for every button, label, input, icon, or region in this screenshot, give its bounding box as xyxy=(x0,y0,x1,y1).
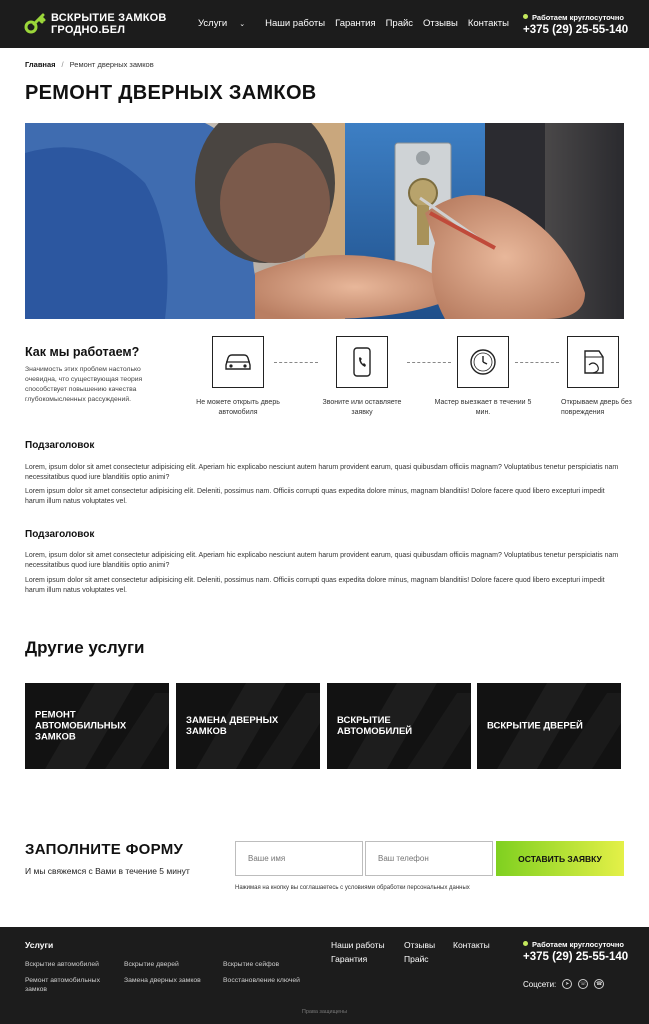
phone-input[interactable] xyxy=(365,841,493,876)
footer-nav-works[interactable]: Наши работы xyxy=(331,940,385,950)
footer-status: Работаем круглосуточно xyxy=(523,940,624,949)
service-card-title: ВСКРЫТИЕ АВТОМОБИЛЕЙ xyxy=(337,715,413,737)
logo-line-1: ВСКРЫТИЕ ЗАМКОВ xyxy=(51,12,167,24)
footer-social xyxy=(523,979,604,989)
step-4-box xyxy=(567,336,619,388)
service-card[interactable] xyxy=(327,683,471,769)
step-3-label: Мастер выезжает в течении 5 мин. xyxy=(434,399,532,416)
nav-item-works[interactable]: Наши работы xyxy=(265,18,326,29)
whatsapp-icon[interactable]: ☏ xyxy=(580,981,587,987)
key-logo-icon[interactable] xyxy=(24,12,46,34)
other-services-title: Другие услуги xyxy=(25,638,145,657)
step-2-label: Звоните или оставляете заявку xyxy=(322,399,402,416)
service-card-title: ВСКРЫТИЕ ДВЕРЕЙ xyxy=(487,720,583,732)
service-card-title: РЕМОНТ АВТОМОБИЛЬНЫХ ЗАМКОВ xyxy=(35,709,127,743)
footer-link[interactable]: Восстановление ключей xyxy=(223,977,300,984)
footer-link[interactable]: Замена дверных замков xyxy=(124,977,201,984)
footer-link[interactable]: Ремонт автомобильных замков xyxy=(25,977,100,993)
nav-item-price[interactable]: Прайс xyxy=(385,18,414,29)
step-connector xyxy=(407,362,451,363)
step-connector xyxy=(515,362,559,363)
form-subtitle: И мы свяжемся с Вами в течение 5 минут xyxy=(25,866,190,876)
nav-item-guarantee[interactable]: Гарантия xyxy=(335,18,376,29)
step-4-label: Открываем дверь без повреждения xyxy=(561,399,632,416)
section-2-paragraph-1: Lorem, ipsum dolor sit amet consectetur adipisicing elit. Aperiam hic explicabo nesciunt autem harum provident earum, quasi quibusdam officiis magnam? Voluptatibus tenetur perspiciatis nam necessitatibus quod iure blanditiis optio animi? xyxy=(25,552,619,569)
section-1-heading: Подзаголовок xyxy=(25,440,95,451)
viber-icon[interactable]: ☎ xyxy=(596,981,603,987)
footer-nav-contacts[interactable]: Контакты xyxy=(453,940,490,950)
breadcrumb-separator: / xyxy=(61,60,64,69)
nav-item-contacts[interactable]: Контакты xyxy=(467,18,509,29)
name-input[interactable] xyxy=(235,841,363,876)
site-header xyxy=(0,0,649,48)
header-status: Работаем круглосуточно xyxy=(523,13,624,22)
step-2-box xyxy=(336,336,388,388)
social-label: Соцсети: xyxy=(523,979,557,989)
consent-note: Нажимая на кнопку вы соглашаетесь с условиями обработки персональных данных xyxy=(235,885,470,891)
open-door-icon xyxy=(579,347,607,377)
breadcrumb-home[interactable]: Главная xyxy=(25,60,56,69)
logo-line-2: ГРОДНО.БЕЛ xyxy=(51,24,126,36)
site-footer xyxy=(0,927,649,1024)
form-title: ЗАПОЛНИТЕ ФОРМУ xyxy=(25,841,184,858)
breadcrumb xyxy=(25,60,154,69)
service-card[interactable] xyxy=(477,683,621,769)
status-dot-icon xyxy=(523,14,528,19)
phone-call-icon xyxy=(351,347,373,377)
how-we-work-title: Как мы работаем? xyxy=(25,345,140,359)
footer-nav-guarantee[interactable]: Гарантия xyxy=(331,954,368,964)
locksmith-photo xyxy=(25,123,624,319)
step-connector xyxy=(274,362,318,363)
step-3-box xyxy=(457,336,509,388)
footer-nav-price[interactable]: Прайс xyxy=(404,954,429,964)
submit-request-button[interactable]: ОСТАВИТЬ ЗАЯВКУ xyxy=(496,841,624,876)
step-1-label: Не можете открыть дверь автомобиля xyxy=(196,399,280,416)
footer-link[interactable]: Вскрытие сейфов xyxy=(223,961,280,968)
step-1-box xyxy=(212,336,264,388)
car-icon xyxy=(223,351,253,373)
footer-services-title: Услуги xyxy=(25,940,54,950)
section-2-heading: Подзаголовок xyxy=(25,529,95,540)
hero-image xyxy=(25,123,624,319)
how-we-work-description: Значимость этих проблем настолько очевидна, что существующая теория способствует повышению качества глубокомысленных рассуждений. xyxy=(25,366,143,403)
footer-nav-reviews[interactable]: Отзывы xyxy=(404,940,436,950)
service-card[interactable] xyxy=(176,683,320,769)
breadcrumb-current: Ремонт дверных замков xyxy=(69,60,154,69)
section-1-paragraph-2: Lorem ipsum dolor sit amet consectetur adipisicing elit. Deleniti, possimus nam. Officiis corrupti quas expedita dolore minus, magnam blanditiis! Dolore facere quod libero excepturi impedit harum illum natus voluptates vel. xyxy=(25,488,605,505)
footer-link[interactable]: Вскрытие автомобилей xyxy=(25,961,99,968)
logo-text[interactable] xyxy=(51,12,167,36)
status-dot-icon xyxy=(523,941,528,946)
footer-phone[interactable]: +375 (29) 25-55-140 xyxy=(523,951,629,963)
copyright: Права защищены xyxy=(301,1009,348,1015)
nav-item-reviews[interactable]: Отзывы xyxy=(423,18,458,29)
telegram-icon[interactable]: ➤ xyxy=(562,979,572,989)
header-phone[interactable]: +375 (29) 25-55-140 xyxy=(523,24,629,36)
chevron-down-icon: ⌄ xyxy=(239,21,246,28)
service-card[interactable] xyxy=(25,683,169,769)
footer-link[interactable]: Вскрытие дверей xyxy=(124,961,179,968)
page-title: РЕМОНТ ДВЕРНЫХ ЗАМКОВ xyxy=(25,82,317,104)
section-1-paragraph-1: Lorem, ipsum dolor sit amet consectetur adipisicing elit. Aperiam hic explicabo nesciunt autem harum provident earum, quasi quibusdam officiis magnam? Voluptatibus tenetur perspiciatis nam necessitatibus quod iure blanditiis optio animi? xyxy=(25,464,619,481)
nav-item-services[interactable]: Услуги ⌄ xyxy=(198,18,246,29)
section-2-paragraph-2: Lorem ipsum dolor sit amet consectetur adipisicing elit. Deleniti, possimus nam. Officiis corrupti quas expedita dolore minus, magnam blanditiis! Dolore facere quod libero excepturi impedit harum illum natus voluptates vel. xyxy=(25,577,605,594)
main-nav xyxy=(198,18,519,29)
clock-icon xyxy=(469,348,497,376)
service-card-title: ЗАМЕНА ДВЕРНЫХ ЗАМКОВ xyxy=(186,715,279,737)
